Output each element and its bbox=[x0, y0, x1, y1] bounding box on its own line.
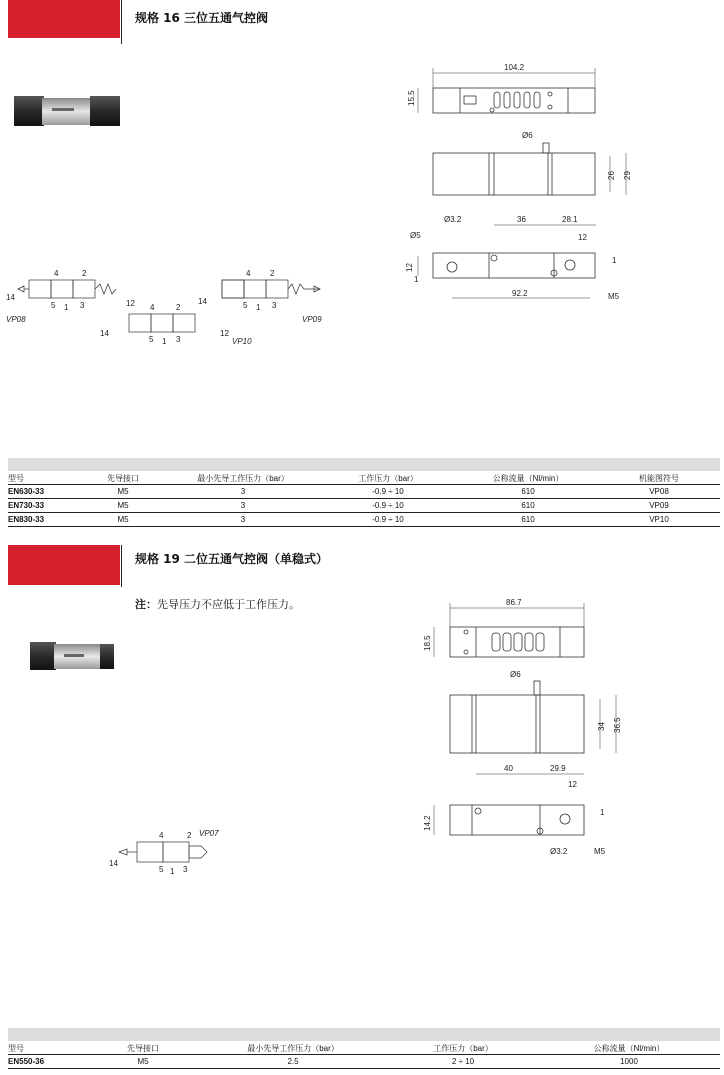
cell-pilot-port: M5 bbox=[78, 513, 168, 527]
vp08-port1: 1 bbox=[64, 303, 69, 312]
vp09-port3: 3 bbox=[272, 301, 277, 310]
vp07-port5: 5 bbox=[159, 865, 164, 874]
vp10-label: VP10 bbox=[232, 337, 252, 346]
dim-port: Ø6 bbox=[522, 131, 533, 140]
col-pilot-port: 先导接口 bbox=[78, 472, 168, 485]
dim-1b: 1 bbox=[612, 256, 617, 265]
drawing-size19 bbox=[410, 595, 650, 855]
vp10-port2: 2 bbox=[176, 303, 181, 312]
dim-40: 40 bbox=[504, 764, 513, 773]
vp10-port5: 5 bbox=[149, 335, 154, 344]
dim-m5-2: M5 bbox=[594, 847, 606, 855]
col-working-pressure: 工作压力（bar） bbox=[318, 472, 458, 485]
dim-width1-2: 34 bbox=[597, 722, 606, 731]
cell-min-pilot-pressure: 3 bbox=[168, 499, 318, 513]
col-min-pilot-pressure: 最小先导工作压力（bar） bbox=[168, 472, 318, 485]
cell-working-pressure: 2 ÷ 10 bbox=[388, 1055, 538, 1069]
dim-width2-2: 36.5 bbox=[613, 717, 622, 733]
cell-pilot-port: M5 bbox=[78, 485, 168, 499]
cell-min-pilot-pressure: 3 bbox=[168, 513, 318, 527]
col-min-pilot-pressure: 最小先导工作压力（bar） bbox=[198, 1042, 388, 1055]
vp07-port1: 1 bbox=[170, 867, 175, 876]
vp09-label: VP09 bbox=[302, 315, 322, 324]
dim-length: 104.2 bbox=[504, 63, 525, 72]
vp10-port3: 3 bbox=[176, 335, 181, 344]
table-header-row bbox=[8, 1042, 720, 1055]
dim-port-2: Ø6 bbox=[510, 670, 521, 679]
note-label: 注： bbox=[135, 598, 157, 611]
symbol-vp07 bbox=[105, 826, 245, 886]
vp08-label: VP08 bbox=[6, 315, 26, 324]
vp08-port3: 3 bbox=[80, 301, 85, 310]
cell-min-pilot-pressure: 3 bbox=[168, 485, 318, 499]
cell-pilot-port: M5 bbox=[88, 1055, 198, 1069]
col-pilot-port: 先导接口 bbox=[88, 1042, 198, 1055]
dim-m5: M5 bbox=[608, 292, 620, 301]
vp07-port2: 2 bbox=[187, 831, 192, 840]
dim-12b: 12 bbox=[405, 263, 414, 272]
dim-width2: 29 bbox=[623, 171, 632, 180]
dim-height-2: 18.5 bbox=[423, 635, 432, 651]
cell-model: EN630-33 bbox=[8, 485, 78, 499]
col-working-pressure: 工作压力（bar） bbox=[388, 1042, 538, 1055]
col-nominal-flow: 公称流量（Nl/min） bbox=[458, 472, 598, 485]
dim-height: 15.5 bbox=[407, 90, 416, 106]
col-model: 型号 bbox=[8, 1042, 88, 1055]
vp09-port1: 1 bbox=[256, 303, 261, 312]
table-row bbox=[8, 499, 720, 513]
table-row bbox=[8, 1055, 720, 1069]
vp07-port14: 14 bbox=[109, 859, 118, 868]
cell-working-pressure: -0.9 ÷ 10 bbox=[318, 513, 458, 527]
dim-d5: Ø5 bbox=[410, 231, 421, 240]
cell-nominal-flow: 1000 bbox=[538, 1055, 720, 1069]
dim-1-2: 1 bbox=[600, 808, 605, 817]
dim-hole-2: Ø3.2 bbox=[550, 847, 568, 855]
symbols-vp09 bbox=[210, 266, 340, 326]
valve-photo-size19 bbox=[22, 632, 122, 682]
vp08-port2: 2 bbox=[82, 269, 87, 278]
dim-29: 29.9 bbox=[550, 764, 566, 773]
section1-divider bbox=[121, 0, 122, 44]
vp10-port12: 12 bbox=[220, 329, 229, 338]
cell-working-pressure: -0.9 ÷ 10 bbox=[318, 485, 458, 499]
cell-model: EN830-33 bbox=[8, 513, 78, 527]
vp08-port14: 14 bbox=[6, 293, 15, 302]
section1-red-bar bbox=[8, 0, 120, 38]
cell-model: EN730-33 bbox=[8, 499, 78, 513]
cell-model: EN550-36 bbox=[8, 1055, 88, 1069]
table-row bbox=[8, 485, 720, 499]
section1-title: 规格 16 三位五通气控阀 bbox=[135, 11, 269, 25]
vp08-port12: 12 bbox=[126, 299, 135, 308]
cell-min-pilot-pressure: 2.5 bbox=[198, 1055, 388, 1069]
vp10-port4: 4 bbox=[150, 303, 155, 312]
dim-14: 14.2 bbox=[423, 815, 432, 831]
vp08-port5: 5 bbox=[51, 301, 56, 310]
note-text: 先导压力不应低于工作压力。 bbox=[157, 598, 300, 611]
drawing-size16 bbox=[400, 58, 640, 308]
table-size19 bbox=[8, 1042, 720, 1069]
valve-photo-size16 bbox=[8, 88, 128, 138]
cell-working-pressure: -0.9 ÷ 10 bbox=[318, 499, 458, 513]
table-header-row bbox=[8, 472, 720, 485]
dim-length-2: 86.7 bbox=[506, 598, 522, 607]
vp08-port4: 4 bbox=[54, 269, 59, 278]
col-nominal-flow: 公称流量（Nl/min） bbox=[538, 1042, 720, 1055]
cell-nominal-flow: 610 bbox=[458, 513, 598, 527]
vp07-port4: 4 bbox=[159, 831, 164, 840]
vp09-port14: 14 bbox=[198, 297, 207, 306]
table1-header-bar bbox=[8, 458, 720, 471]
section2-note bbox=[135, 596, 300, 612]
dim-hole: Ø3.2 bbox=[444, 215, 462, 224]
table-size16 bbox=[8, 472, 720, 527]
dim-12-2: 12 bbox=[568, 780, 577, 789]
vp10-port14: 14 bbox=[100, 329, 109, 338]
col-symbol: 机能图符号 bbox=[598, 472, 720, 485]
dim-92: 92.2 bbox=[512, 289, 528, 298]
dim-28: 28.1 bbox=[562, 215, 578, 224]
vp09-port4: 4 bbox=[246, 269, 251, 278]
dim-width1: 26 bbox=[607, 171, 616, 180]
section2-divider bbox=[121, 545, 122, 587]
dim-1a: 1 bbox=[414, 275, 419, 284]
dim-12a: 12 bbox=[578, 233, 587, 242]
vp09-port5: 5 bbox=[243, 301, 248, 310]
vp07-label: VP07 bbox=[199, 829, 219, 838]
vp09-port2: 2 bbox=[270, 269, 275, 278]
section2-title: 规格 19 二位五通气控阀（单稳式） bbox=[135, 552, 329, 566]
cell-symbol: VP09 bbox=[598, 499, 720, 513]
cell-symbol: VP10 bbox=[598, 513, 720, 527]
cell-nominal-flow: 610 bbox=[458, 485, 598, 499]
table2-header-bar bbox=[8, 1028, 720, 1041]
cell-pilot-port: M5 bbox=[78, 499, 168, 513]
cell-nominal-flow: 610 bbox=[458, 499, 598, 513]
table-row bbox=[8, 513, 720, 527]
cell-symbol: VP08 bbox=[598, 485, 720, 499]
dim-36: 36 bbox=[517, 215, 526, 224]
vp07-port3: 3 bbox=[183, 865, 188, 874]
vp10-port1: 1 bbox=[162, 337, 167, 346]
section2-red-bar bbox=[8, 545, 120, 585]
col-model: 型号 bbox=[8, 472, 78, 485]
